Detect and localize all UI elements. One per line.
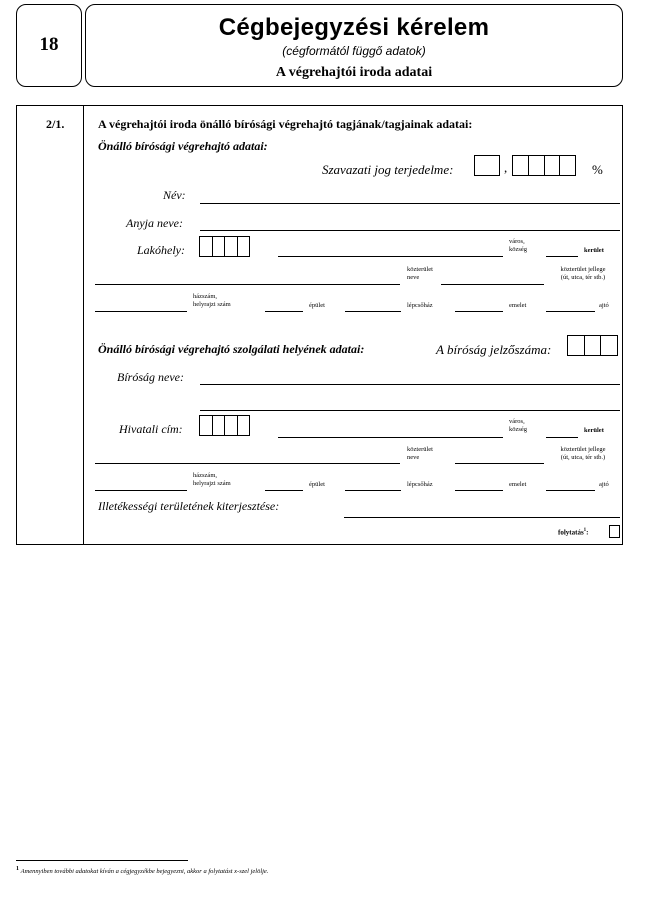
house-number-label: házszám, helyrajzi szám	[193, 293, 231, 308]
residence-street-type-field[interactable]	[441, 284, 544, 285]
percent-sign: %	[592, 162, 603, 177]
office-door-field[interactable]	[546, 490, 595, 491]
residence-city-field[interactable]	[278, 256, 503, 257]
office-address-label: Hivatali cím:	[119, 422, 183, 436]
residence-staircase-field[interactable]	[345, 311, 401, 312]
footnote-separator	[16, 860, 188, 861]
office-street-name-label: közterület neve	[407, 446, 433, 461]
office-staircase-field[interactable]	[345, 490, 401, 491]
court-name-field[interactable]	[200, 384, 620, 385]
staircase-label: lépcsőház	[407, 302, 433, 309]
office-sub-heading: Önálló bírósági végrehajtó szolgálati helyének adatai:	[98, 342, 365, 356]
office-staircase-label: lépcsőház	[407, 481, 433, 488]
city-label: város, község	[509, 238, 528, 253]
office-street-type-field[interactable]	[455, 463, 544, 464]
residence-label: Lakóhely:	[137, 243, 185, 257]
section-title: A végrehajtói iroda önálló bírósági végrehajtó tagjának/tagjainak adatai:	[98, 117, 473, 131]
residence-district-field[interactable]	[546, 256, 578, 257]
voting-right-label: Szavazati jog terjedelme:	[322, 162, 454, 177]
voting-right-integer-field[interactable]	[474, 155, 500, 176]
office-floor-label: emelet	[509, 481, 527, 488]
court-code-label: A bíróság jelzőszáma:	[436, 342, 552, 357]
office-door-label: ajtó	[599, 481, 609, 488]
office-floor-field[interactable]	[455, 490, 503, 491]
office-district-field[interactable]	[546, 437, 578, 438]
footnote-text: Amennyiben további adatokat kíván a cégjegyzékbe bejegyezni, akkor a folytatást x-szel jelölje.	[20, 868, 269, 876]
name-field[interactable]	[200, 203, 620, 204]
decimal-comma: ,	[504, 160, 508, 175]
residence-building-field[interactable]	[265, 311, 303, 312]
section-heading: A végrehajtói iroda adatai	[275, 65, 433, 80]
residence-street-name-field[interactable]	[95, 284, 400, 285]
court-name-field-2[interactable]	[200, 410, 620, 411]
office-street-name-field[interactable]	[95, 463, 400, 464]
section-number: 2/1.	[46, 117, 65, 131]
jurisdiction-field[interactable]	[344, 517, 620, 518]
page-number: 18	[39, 34, 59, 55]
continuation-label: folytatás$^1$:	[558, 528, 589, 537]
page-subtitle: (cégformától függő adatok)	[282, 44, 426, 58]
footnote-marker: 1	[16, 866, 19, 872]
mother-name-label: Anyja neve:	[126, 216, 183, 230]
residence-house-number-field[interactable]	[95, 311, 187, 312]
name-label: Név:	[163, 188, 186, 202]
continuation-checkbox[interactable]	[609, 525, 620, 538]
office-house-number-field[interactable]	[95, 490, 187, 491]
office-street-type-label: közterület jellege (út, utca, tér stb.)	[560, 446, 606, 461]
door-label: ajtó	[599, 302, 609, 309]
office-postcode-field[interactable]	[199, 415, 250, 436]
building-label: épület	[309, 302, 325, 309]
residence-floor-field[interactable]	[455, 311, 503, 312]
footnote	[16, 866, 268, 875]
district-label: kerület	[584, 247, 604, 254]
voting-right-decimal-field[interactable]	[512, 155, 576, 176]
member-sub-heading: Önálló bírósági végrehajtó adatai:	[98, 139, 268, 153]
section-number-column	[16, 105, 84, 545]
street-type-label: közterület jellege (út, utca, tér stb.)	[560, 266, 606, 281]
office-city-field[interactable]	[278, 437, 503, 438]
mother-name-field[interactable]	[200, 230, 620, 231]
court-code-field[interactable]	[567, 335, 618, 356]
residence-postcode-field[interactable]	[199, 236, 250, 257]
street-name-label: közterület neve	[407, 266, 433, 281]
office-district-label: kerület	[584, 427, 604, 434]
jurisdiction-label: Illetékességi területének kiterjesztése:	[98, 499, 280, 513]
residence-door-field[interactable]	[546, 311, 595, 312]
court-name-label: Bíróság neve:	[117, 370, 184, 384]
floor-label: emelet	[509, 302, 527, 309]
page-title: Cégbejegyzési kérelem	[218, 14, 490, 41]
office-house-number-label: házszám, helyrajzi szám	[193, 472, 231, 487]
office-building-label: épület	[309, 481, 325, 488]
office-building-field[interactable]	[265, 490, 303, 491]
office-city-label: város, község	[509, 418, 528, 433]
